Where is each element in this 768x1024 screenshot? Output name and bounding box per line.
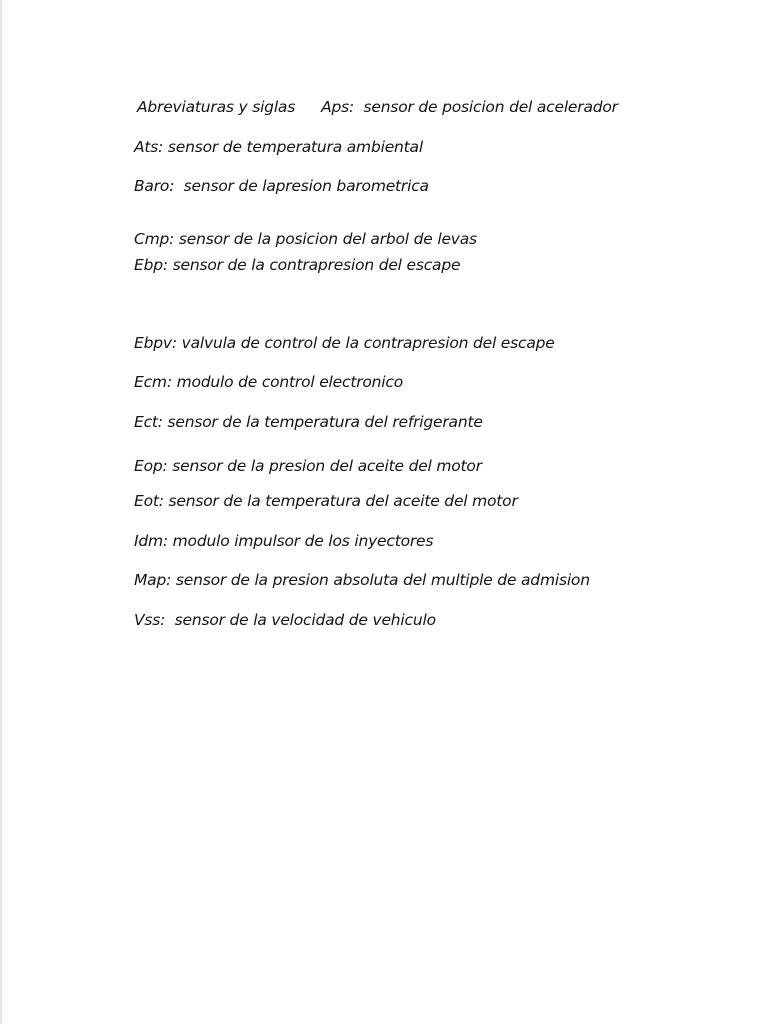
- entry-ect: Ect: sensor de la temperatura del refrigerante: [134, 413, 483, 431]
- document-title: Abreviaturas y siglas: [137, 98, 296, 116]
- entry-eot: Eot: sensor de la temperatura del aceite del motor: [134, 492, 518, 510]
- entry-cmp: Cmp: sensor de la posicion del arbol de levas: [134, 230, 477, 248]
- entry-vss: Vss: sensor de la velocidad de vehiculo: [134, 611, 436, 629]
- entry-idm: Idm: modulo impulsor de los inyectores: [134, 532, 434, 550]
- entry-ats: Ats: sensor de temperatura ambiental: [134, 138, 423, 156]
- entry-eop: Eop: sensor de la presion del aceite del motor: [134, 457, 482, 475]
- entry-ebpv: Ebpv: valvula de control de la contrapresion del escape: [134, 334, 555, 352]
- entry-ecm: Ecm: modulo de control electronico: [134, 373, 403, 391]
- heading-line: [137, 97, 618, 117]
- entry-baro: Baro: sensor de lapresion barometrica: [134, 177, 429, 195]
- entry-ebp: Ebp: sensor de la contrapresion del escape: [134, 256, 461, 274]
- entry-map: Map: sensor de la presion absoluta del multiple de admision: [134, 571, 590, 589]
- entry-aps: Aps: sensor de posicion del acelerador: [321, 98, 618, 116]
- page-edge-divider: [0, 0, 2, 1024]
